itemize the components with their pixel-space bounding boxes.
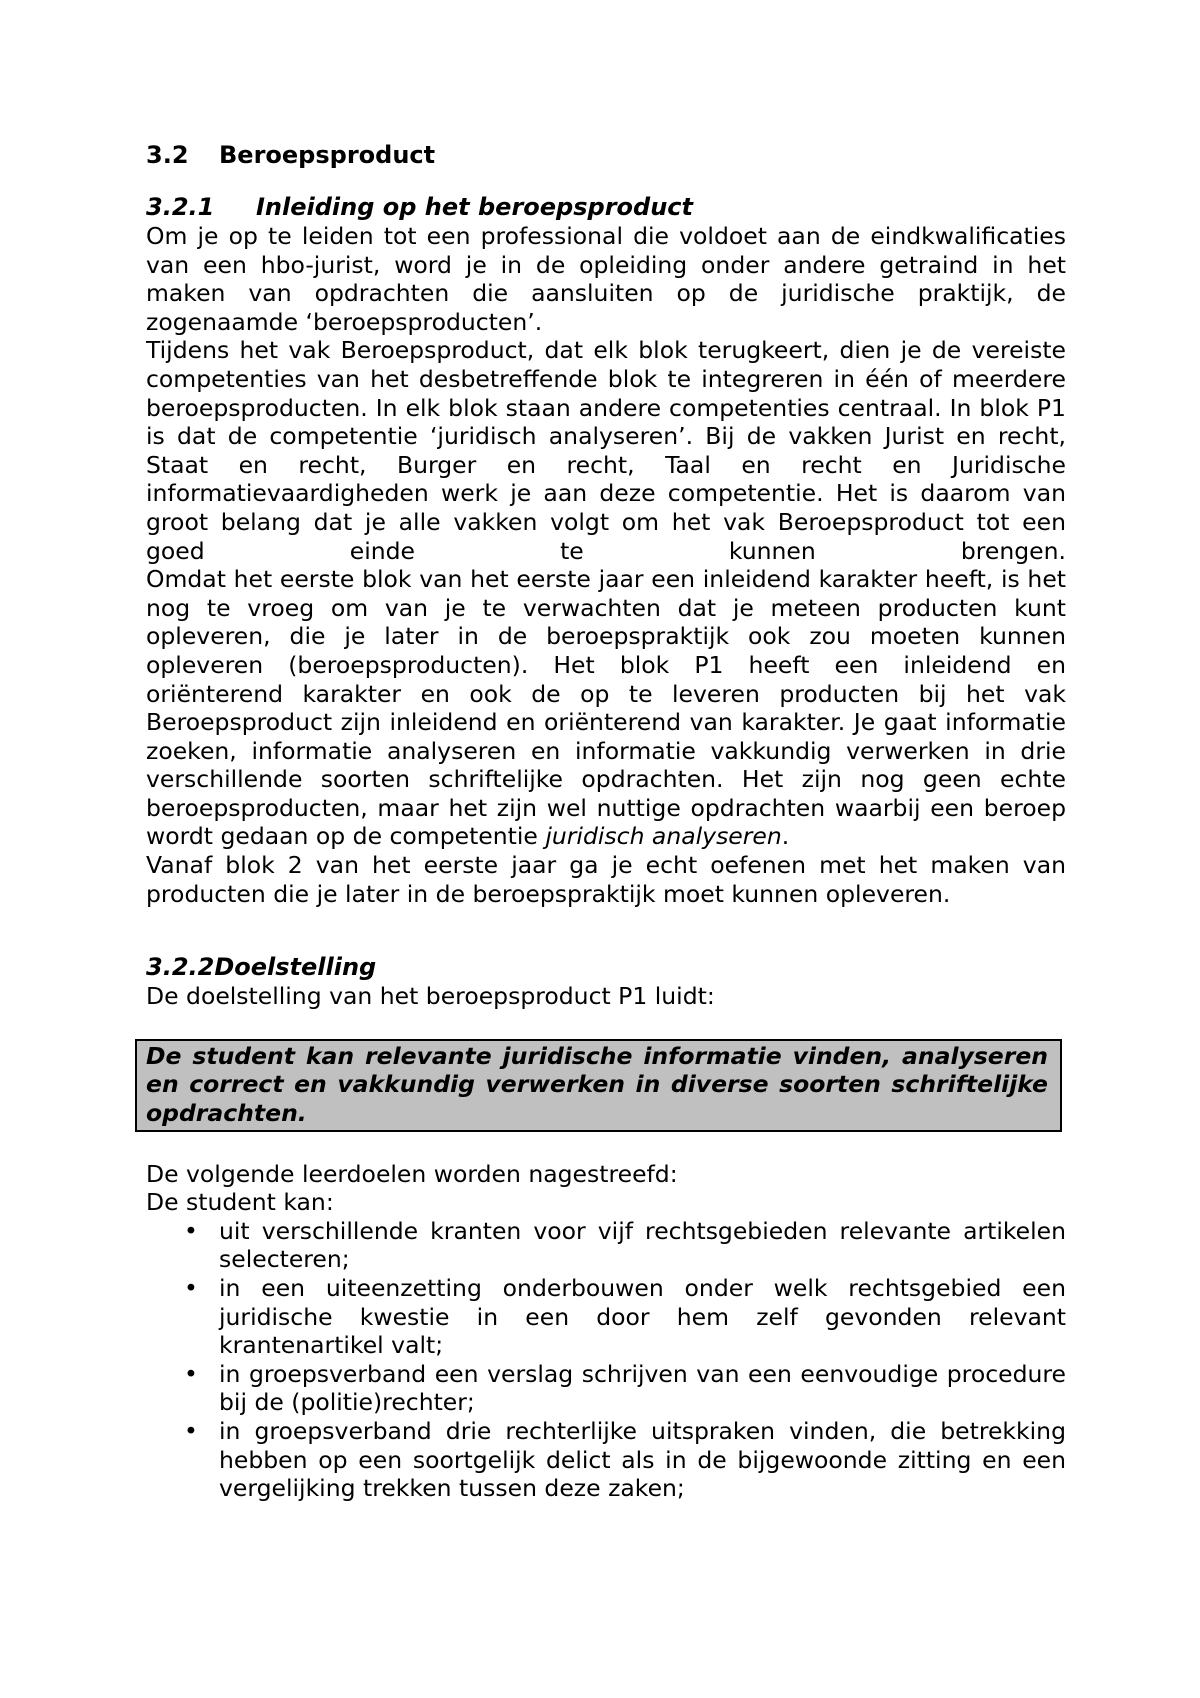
section-number: 3.2 (146, 141, 189, 169)
intro-paragraph: Om je op te leiden tot een professional die voldoet aan de eindkwalificaties van een hbo-jurist, word je in de opleiding onder andere getraind in het maken van opdrachten die aansluiten op de juridische praktijk, de zogenaamde ‘beroepsproducten’. (146, 222, 1066, 336)
bullet-icon: • (184, 1274, 198, 1302)
subsection-heading-inleiding (146, 192, 1066, 222)
goal-intro: De doelstelling van het beroepsproduct P1 luidt: (146, 982, 715, 1011)
goal-statement-box: De student kan relevante juridische informatie vinden, analyseren en correct en vakkundig verwerken in diverse soorten schriftelijke opdrachten. (135, 1039, 1062, 1132)
sentence-end: . (781, 822, 790, 851)
competency-paragraph: Tijdens het vak Beroepsproduct, dat elk blok terugkeert, dien je de vereiste competenties van het desbetreffende blok te integreren in één of meerdere beroepsproducten. In elk blok staan andere competenties centraal. In blok P1 is dat de competentie ‘juridisch analyseren’. Bij de vakken Jurist en recht, Staat en recht, Burger en recht, Taal en recht en Juridische informatievaardigheden werk je aan deze competentie. Het is daarom van groot belang dat je alle vakken volgt om het vak Beroepsproduct tot een goed einde te kunnen brengen. (146, 336, 1066, 565)
block-p1-text: Omdat het eerste blok van het eerste jaar een inleidend karakter heeft, is het nog te vroeg om van je te verwachten dat je meteen producten kunt opleveren, die je later in de beroepspraktijk ook zou moeten kunnen opleveren (beroepsproducten). Het blok P1 heeft een inleidend en oriënterend karakter en ook de op te leveren producten bij het vak Beroepsproduct zijn inleidend en oriënterend van karakter. Je gaat informatie zoeken, informatie analyseren en informatie vakkundig verwerken in drie verschillende soorten schriftelijke opdrachten. Het zijn nog geen echte beroepsproducten, maar het zijn wel nuttige opdrachten waarbij een beroep wordt gedaan op de competentie (146, 565, 1066, 851)
block-p1-paragraph (146, 565, 1066, 851)
list-item (146, 1417, 1066, 1503)
emphasis-competency: juridisch analyseren (545, 822, 782, 851)
bullet-icon: • (184, 1216, 198, 1245)
bullet-icon: • (184, 1416, 198, 1445)
list-item-text: in groepsverband drie rechterlijke uitspraken vinden, die betrekking hebben op een soortgelijk delict als in de bijgewoonde zitting en een vergelijking trekken tussen deze zaken; (219, 1416, 1066, 1503)
section-title: Beroepsproduct (219, 141, 436, 169)
section-heading (146, 140, 1066, 170)
list-item-text: in een uiteenzetting onderbouwen onder welk rechtsgebied een juridische kwestie in een door hem zelf gevonden relevant krantenartikel valt; (219, 1274, 1066, 1360)
list-item-text: in groepsverband een verslag schrijven van een eenvoudige procedure bij de (politie)rechter; (219, 1359, 1066, 1417)
student-can-label: De student kan: (146, 1188, 334, 1217)
learning-goals-intro: De volgende leerdoelen worden nagestreefd: (146, 1159, 678, 1188)
subsection-number: 3.2.1 (146, 193, 215, 221)
subsection-title: Doelstelling (214, 953, 377, 982)
page-content (146, 140, 1066, 1503)
list-item (146, 1274, 1066, 1360)
block2-paragraph: Vanaf blok 2 van het eerste jaar ga je echt oefenen met het maken van producten die je later in de beroepspraktijk moet kunnen opleveren. (146, 851, 1066, 908)
learning-goals-list (146, 1217, 1066, 1503)
list-item-text: uit verschillende kranten voor vijf rechtsgebieden relevante artikelen selecteren; (219, 1216, 1066, 1274)
subsection-title: Inleiding op het beroepsproduct (256, 193, 693, 221)
subsection-number: 3.2.2 (146, 953, 215, 982)
list-item (146, 1360, 1066, 1417)
subsection-heading-doelstelling (146, 952, 1066, 982)
list-item (146, 1217, 1066, 1274)
bullet-icon: • (184, 1359, 198, 1388)
